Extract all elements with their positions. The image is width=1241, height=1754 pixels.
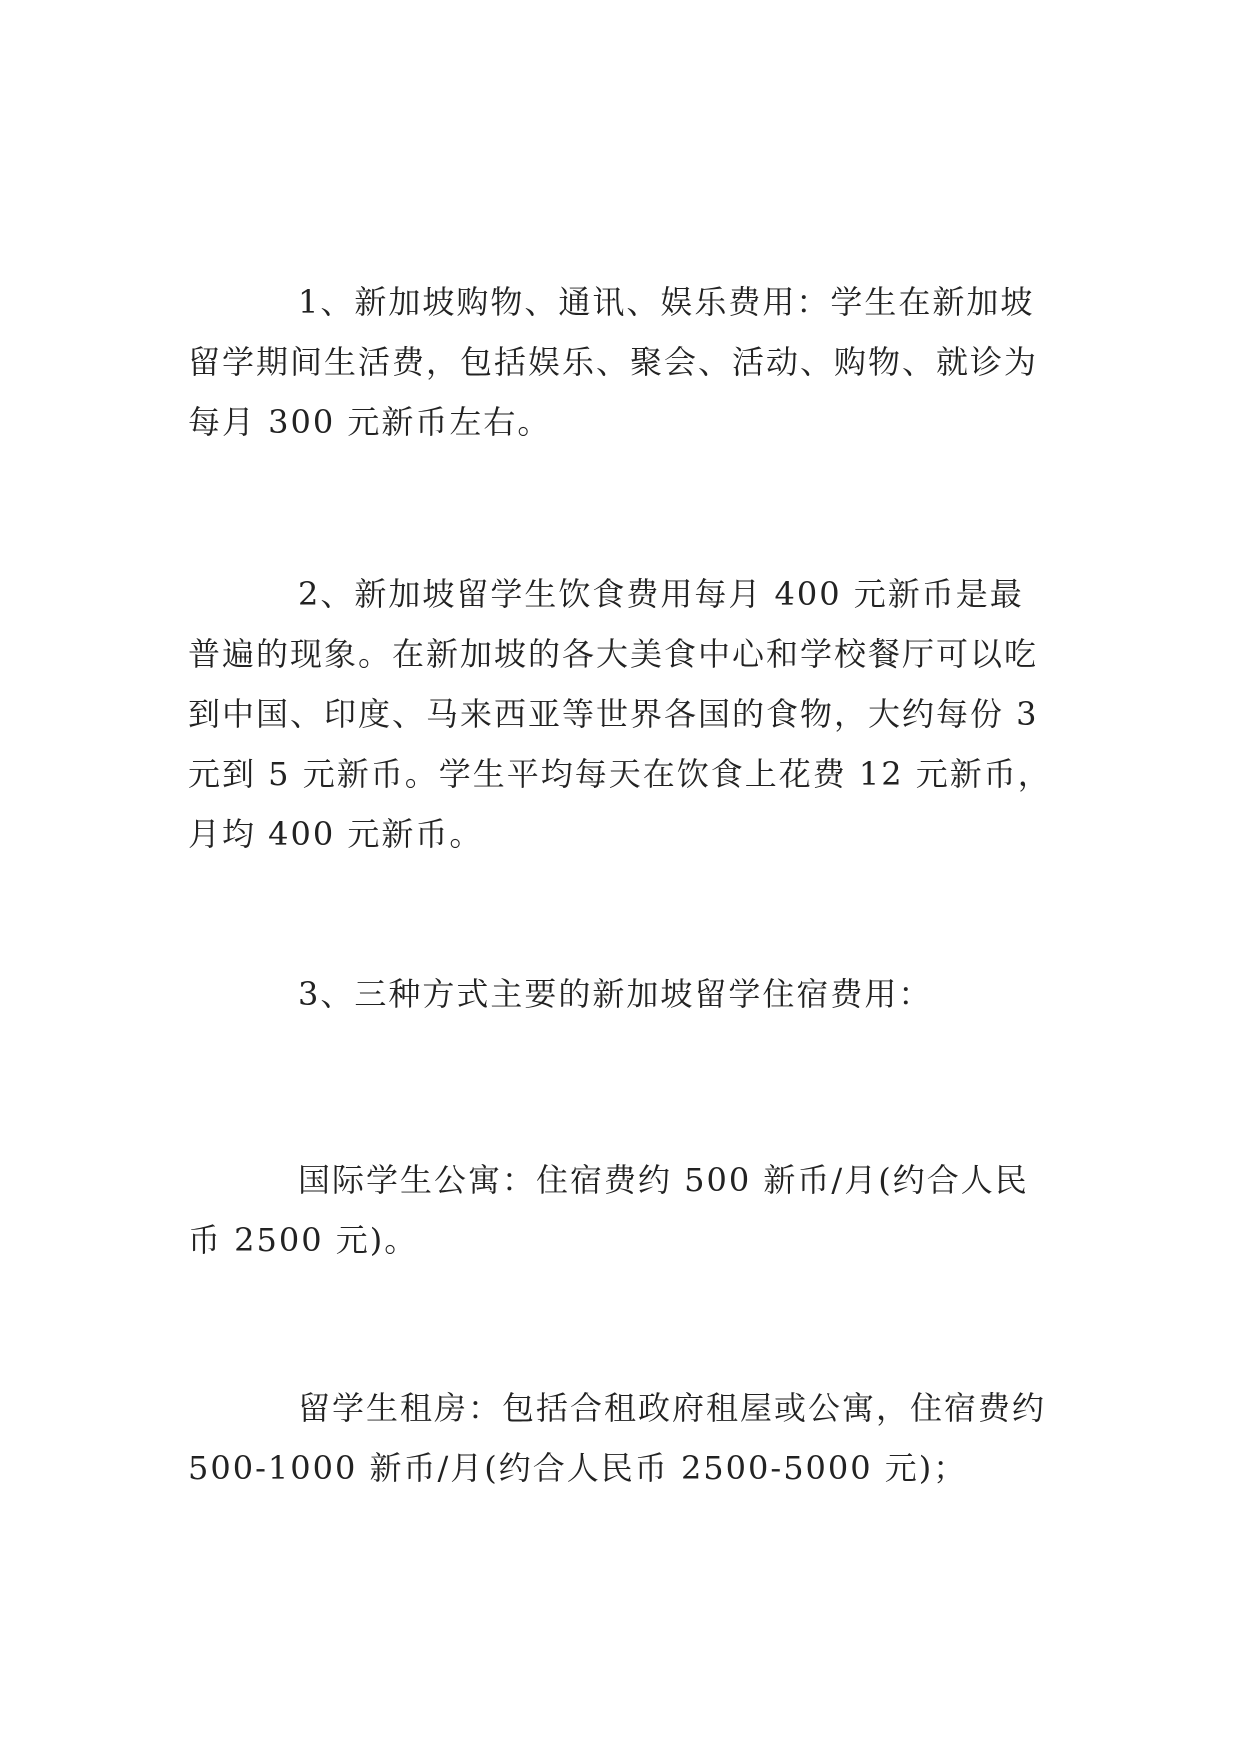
paragraph-accommodation-heading: 3、三种方式主要的新加坡留学住宿费用： [298,975,933,1013]
paragraph-shopping-communication-entertainment: 1、新加坡购物、通讯、娱乐费用：学生在新加坡留学期间生活费，包括娱乐、聚会、活动、购物、就诊为每月 300 元新币左右。 [188,283,1039,441]
paragraph-student-rental: 留学生租房：包括合租政府租屋或公寓，住宿费约 500-1000 新币/月(约合人民币 2500-5000 元)； [188,1389,1047,1487]
paragraph-food-cost: 2、新加坡留学生饮食费用每月 400 元新币是最普遍的现象。在新加坡的各大美食中心和学校餐厅可以吃到中国、印度、马来西亚等世界各国的食物，大约每份 3 元到 5 元新币。学生平均每天在饮食上花费 12 元新币，月均 400 元新币。 [188,575,1052,853]
paragraph-international-student-apartment: 国际学生公寓：住宿费约 500 新币/月(约合人民币 2500 元)。 [188,1161,1029,1259]
